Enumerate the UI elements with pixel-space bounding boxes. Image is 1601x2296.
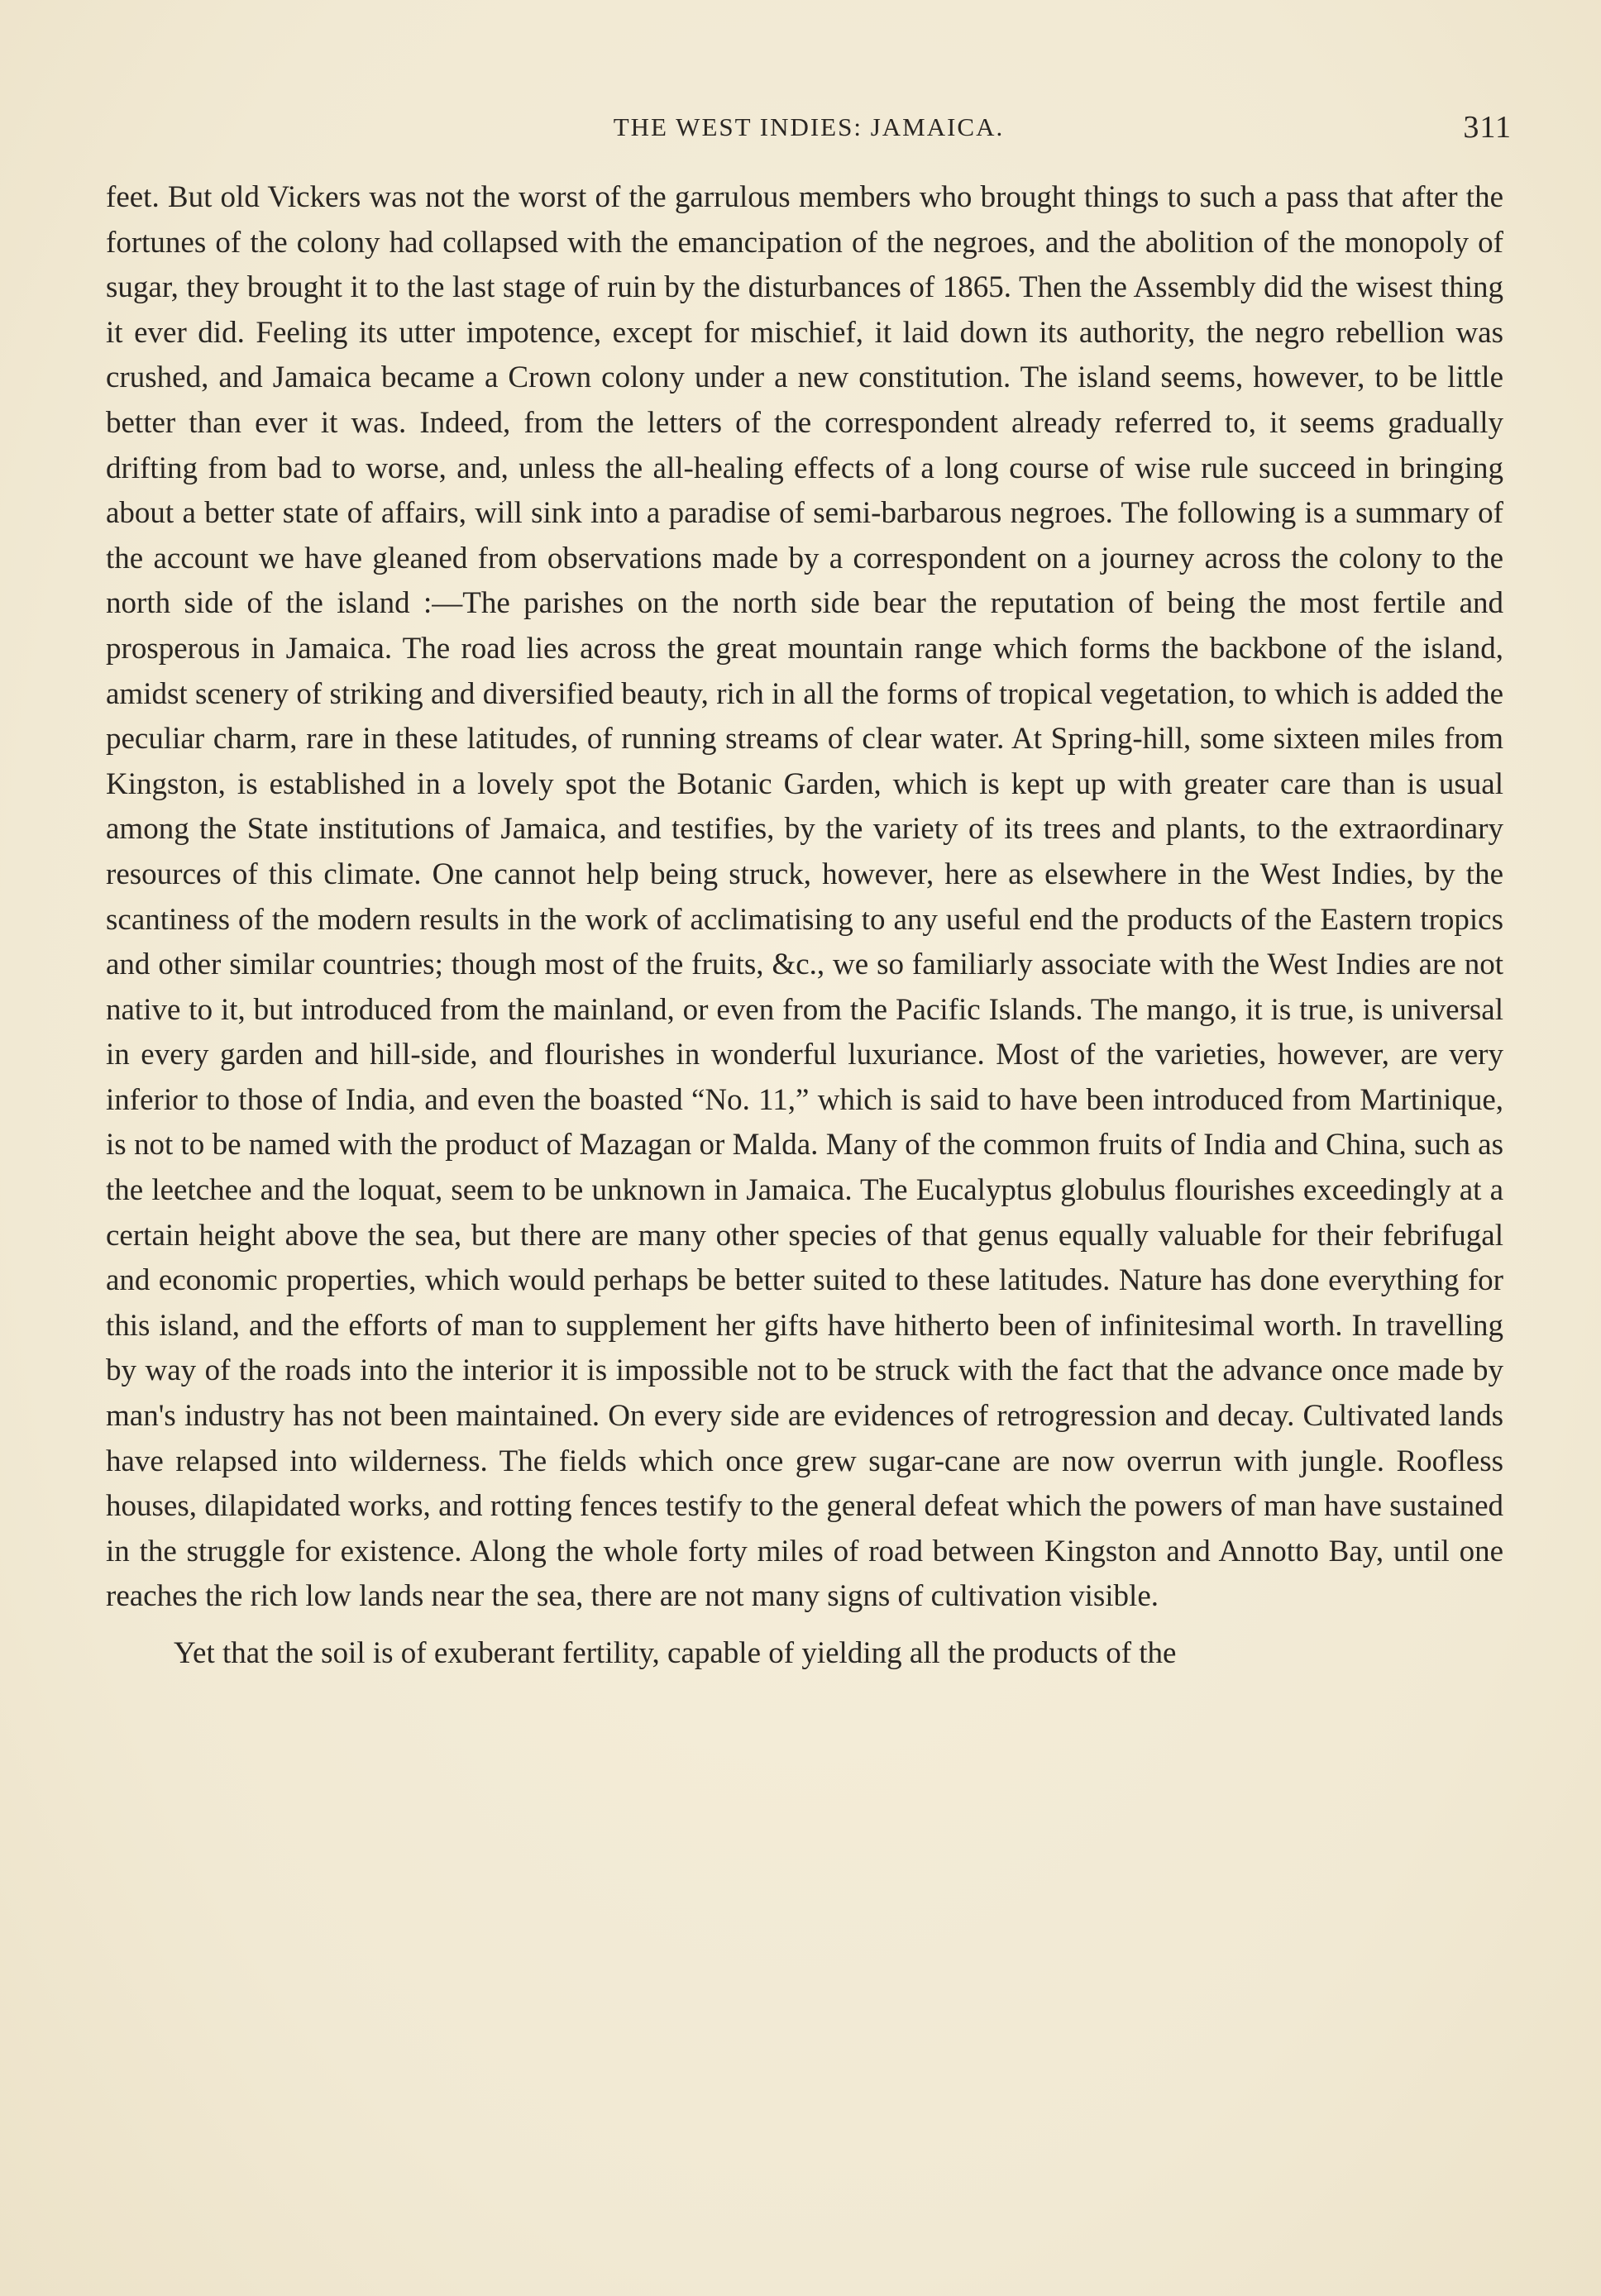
page-header	[106, 101, 1512, 150]
paragraph-1: feet. But old Vickers was not the worst of the garrulous members who brought things to such a pass that after the fortunes of the colony had collapsed with the emancipation of the negroes, and the abolition of the monopoly of sugar, they brought it to the last stage of ruin by the disturbances of 1865. Then the Assembly did the wisest thing it ever did. Feeling its utter impotence, except for mischief, it laid down its authority, the negro rebellion was crushed, and Jamaica became a Crown colony under a new constitution. The island seems, however, to be little better than ever it was. Indeed, from the letters of the correspondent already referred to, it seems gradually drifting from bad to worse, and, unless the all-healing effects of a long course of wise rule succeed in bringing about a better state of affairs, will sink into a paradise of semi-barbarous negroes. The following is a summary of the account we have gleaned from observations made by a correspondent on a journey across the colony to the north side of the island :—The parishes on the north side bear the reputation of being the most fertile and prosperous in Jamaica. The road lies across the great mountain range which forms the backbone of the island, amidst scenery of striking and diversified beauty, rich in all the forms of tropical vegetation, to which is added the peculiar charm, rare in these latitudes, of running streams of clear water. At Spring-hill, some sixteen miles from Kingston, is established in a lovely spot the Botanic Garden, which is kept up with greater care than is usual among the State institutions of Jamaica, and testifies, by the variety of its trees and plants, to the extraordinary resources of this climate. One cannot help being struck, however, here as elsewhere in the West Indies, by the scantiness of the modern results in the work of acclimatising to any useful end the products of the Eastern tropics and other similar countries; though most of the fruits, &c., we so familiarly associate with the West Indies are not native to it, but introduced from the mainland, or even from the Pacific Islands. The mango, it is true, is universal in every garden and hill-side, and flourishes in wonderful luxuriance. Most of the varieties, however, are very inferior to those of India, and even the boasted “No. 11,” which is said to have been introduced from Martinique, is not to be named with the product of Mazagan or Malda. Many of the common fruits of India and China, such as the leetchee and the loquat, seem to be unknown in Jamaica. The Eucalyptus globulus flourishes exceedingly at a certain height above the sea, but there are many other species of that genus equally valuable for their febrifugal and economic properties, which would perhaps be better suited to these latitudes. Nature has done everything for this island, and the efforts of man to supplement her gifts have hitherto been of infinitesimal worth. In travelling by way of the roads into the interior it is impossible not to be struck with the fact that the advance once made by man's industry has not been maintained. On every side are evidences of retrogression and decay. Cultivated lands have relapsed into wilderness. The fields which once grew sugar-cane are now overrun with jungle. Roofless houses, dilapidated works, and rotting fences testify to the general defeat which the powers of man have sustained in the struggle for existence. Along the whole forty miles of road between Kingston and Annotto Bay, until one reaches the rich low lands near the sea, there are not many signs of cultivation visible.	[106, 180, 1503, 1614]
running-title: THE WEST INDIES: JAMAICA.	[613, 112, 1005, 141]
paragraph-2: Yet that the soil is of exuberant fertility, capable of yielding all the products of the	[174, 1636, 1177, 1670]
body-text	[106, 175, 1503, 1677]
page-number: 311	[1463, 110, 1512, 145]
